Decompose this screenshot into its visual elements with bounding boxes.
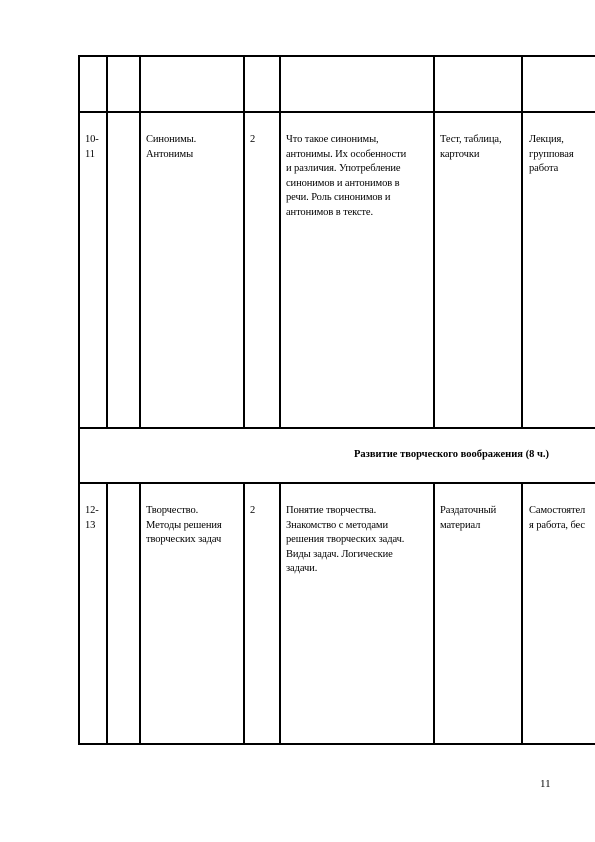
col-divider-2-upper <box>139 55 141 429</box>
table-bottom-border <box>78 743 595 745</box>
row-2-topic: Творчество. Методы решения творческих задач <box>146 505 222 545</box>
row-1-topic: Синонимы. Антонимы <box>146 134 197 160</box>
col-divider-1-upper <box>106 55 108 429</box>
col-divider-4-upper <box>279 55 281 429</box>
row-1-form: Лекция, групповая работа <box>529 134 574 174</box>
col-divider-4-lower <box>279 482 281 745</box>
row-1-number: 10- 11 <box>85 134 99 160</box>
row-2-form: Самостоятел я работа, бес <box>529 505 586 531</box>
header-row-bottom-border <box>78 111 595 113</box>
row-1-content: Что такое синонимы, антонимы. Их особенности и различия. Употребление синонимов и антонимов в речи. Роль синонимов и антонимов в тексте. <box>286 134 407 218</box>
page-number: 11 <box>540 778 551 790</box>
section-title: Развитие творческого воображения (8 ч.) <box>354 449 549 460</box>
row-2-content: Понятие творчества. Знакомство с методами решения творческих задач. Виды задач. Логические задачи. <box>286 505 405 574</box>
col-divider-5-upper <box>433 55 435 429</box>
row-1-hours: 2 <box>250 134 256 145</box>
col-divider-1-lower <box>106 482 108 745</box>
col-divider-6-lower <box>521 482 523 745</box>
col-divider-3-lower <box>243 482 245 745</box>
row-2-hours: 2 <box>250 505 256 516</box>
row-1-bottom-border <box>78 427 595 429</box>
col-divider-6-upper <box>521 55 523 429</box>
table-left-border <box>78 55 80 745</box>
col-divider-2-lower <box>139 482 141 745</box>
row-1-control: Тест, таблица, карточки <box>440 134 502 160</box>
row-2-control: Раздаточный материал <box>440 505 497 531</box>
col-divider-3-upper <box>243 55 245 429</box>
col-divider-5-lower <box>433 482 435 745</box>
section-row-bottom-border <box>78 482 595 484</box>
row-2-number: 12- 13 <box>85 505 99 531</box>
table-top-border <box>78 55 595 57</box>
